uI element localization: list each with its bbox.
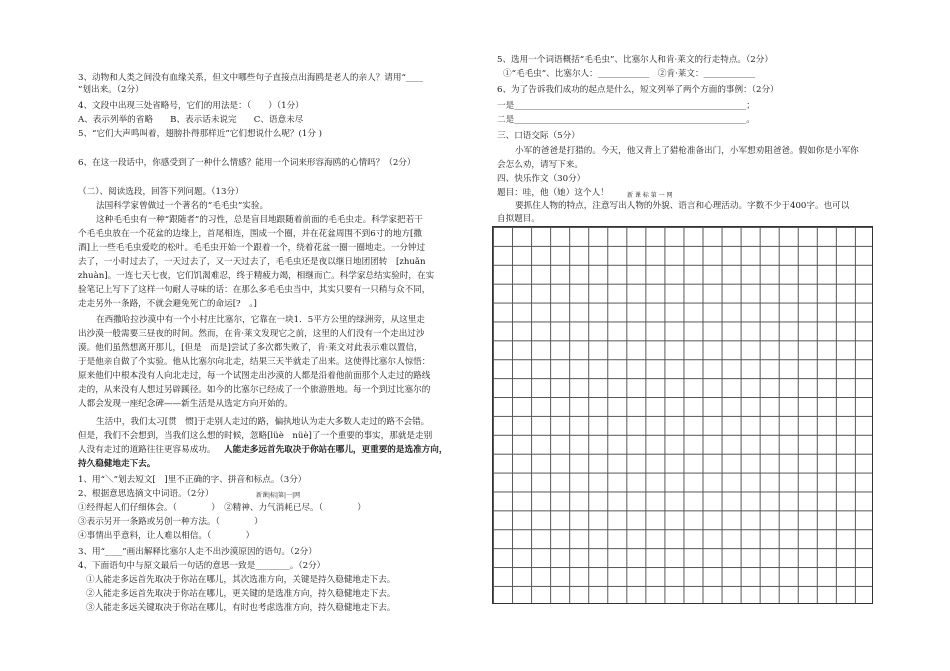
question-6: 6、在这一段话中，你感受到了一种什么情感？能用一个词来形容海鸥的心情吗？（2分） bbox=[78, 158, 416, 168]
sub-question-2: 2、根据意思选摘文中词语。（2分） bbox=[78, 489, 214, 499]
option-3: ③人能走多远关键取决于你站在哪儿，有时也考虑选准方向，持久稳健地走下去。 bbox=[86, 603, 396, 613]
passage-bold-line: 人能走多远首先取决于你站在哪儿，更重要的是选准方向， bbox=[224, 445, 448, 455]
composition-instruction: 要抓住人物的特点，注意写出人物的外貌、语言和心理活动。字数不少于400字。也可以 bbox=[515, 201, 850, 211]
composition-topic: 题目：哇，他（她）这个人！ bbox=[497, 188, 609, 198]
question-5: 5、“它们大声鸣叫着，翅膀扑得那样近”它们想说什么呢？(1分 ) bbox=[78, 129, 323, 139]
question-r5: 5、选用一个词语概括“毛毛虫”、比塞尔人和肯·莱文的行走特点。（2分） bbox=[497, 55, 773, 65]
question-4: 4、文段中出现三处省略号，它们的用法是：（ ）（1分） bbox=[78, 101, 304, 111]
watermark-tag: 新 课 标 第 一 网 bbox=[627, 192, 673, 199]
option-2: ②人能走多远首先取决于你站在哪儿，更关键的是选准方向，持久稳健地走下去。 bbox=[86, 589, 396, 599]
sub-question-2b: ③表示另开一条路或另创一种方法。（ ） bbox=[78, 517, 263, 527]
passage-line: 去了，一小时过去了，一天过去了，又一天过去了，毛毛虫还是夜以继日地团团转 [zhuǎn bbox=[78, 257, 426, 267]
passage-line: 但是，我们不会想到，当我们这么想的时候，忽略[lüè nüè]了一个重要的事实，那就是走别 bbox=[78, 431, 433, 441]
question-4-options: A、表示列举的省略 B、表示话未说完 C、语意未尽 bbox=[78, 115, 304, 125]
option-1: ①人能走多远首先取决于你站在哪儿，其次选准方向，关键是持久稳健地走下去。 bbox=[86, 575, 396, 585]
passage-line: 在西撒哈拉沙漠中有一个小村庄比塞尔，它靠在一块1．5平方公里的绿洲旁，从这里走 bbox=[96, 315, 425, 325]
passage-line: zhuàn]。一连七天七夜，它们饥渴难忍，终于精疲力竭，相继而亡。科学家总结实验时，在实 bbox=[78, 271, 435, 281]
passage-line: 法国科学家曾做过一个著名的“毛毛虫”实验。 bbox=[96, 201, 269, 211]
passage-line: 生活中，我们太习[贯 惯]于走别人走过的路，偏执地认为走大多数人走过的路不会错。 bbox=[96, 417, 430, 427]
passage-line: 于是他亲自做了个实验。他从比塞尔向北走，结果三天半就走了出来。这使得比塞尔人惊悟： bbox=[78, 357, 431, 367]
passage-line: 酒]上一些毛毛虫爱吃的松叶。毛毛虫开始一个跟着一个，绕着花盆一圈一圈地走。一分钟过 bbox=[78, 243, 426, 253]
passage-line: 漠。他们虽然想离开那儿，[但是 而是]尝试了多次都失败了，肯·莱文对此表示难以置信， bbox=[78, 343, 423, 353]
question-r6: 6、为了告诉我们成功的起点是什么，短文列举了两个方面的事例：（2分） bbox=[497, 85, 779, 95]
passage-line: 验笔记上写下了这样一句耐人寻味的话：在那么多毛毛虫当中，其实只要有一只稍与众不同， bbox=[78, 285, 431, 295]
writing-grid[interactable] bbox=[492, 226, 873, 604]
oral-text: 会怎么劝，请写下来。 bbox=[497, 160, 583, 170]
passage-line: 出沙漠一般需要三昼夜的时间。然而，在肯·莱文发现它之前，这里的人们没有一个走出过沙 bbox=[78, 329, 425, 339]
passage-line: 个毛毛虫放在一个花盆的边缘上，首尾相连，围成一个圈，并在花盆周围不到6寸的地方[撒 bbox=[78, 229, 422, 239]
question-3-cont: ”划出来。（2分） bbox=[78, 85, 144, 95]
passage-bold-line: 持久稳健地走下去。 bbox=[78, 459, 156, 469]
passage-line: 人都会发现一座纪念碑——新生活是从选定方向开始的。 bbox=[78, 399, 293, 409]
oral-text: 小军的爸爸是打猎的。今天，他又背上了猎枪准备出门，小军想劝阻爸爸。假如你是小军你 bbox=[515, 146, 859, 156]
sub-question-4: 4、下面语句中与原文最后一句话的意思一致是________。（2分） bbox=[78, 561, 326, 571]
passage-line: 人没有走过的道路往往更容易成功。 bbox=[78, 445, 216, 455]
passage-line: 走走另外一条路，不就会避免死亡的命运[? 。] bbox=[78, 299, 257, 309]
composition-heading: 四、快乐作文（30分） bbox=[497, 174, 586, 184]
passage-line: 走的，从来没有人想过另辟蹊径。如今的比塞尔已经成了一个旅游胜地。每一个到过比塞尔的 bbox=[78, 385, 431, 395]
passage-line: 这种毛毛虫有一种“跟随者”的习性，总是盲目地跟随着前面的毛毛虫走。科学家把若干 bbox=[96, 215, 423, 225]
sub-question-3: 3、用“____”画出解释比塞尔人走不出沙漠原因的语句。（2分） bbox=[78, 547, 317, 557]
question-3: 3、动物和人类之间没有血缘关系，但文中哪些句子直接点出海鸥是老人的亲人？请用“____ bbox=[78, 73, 424, 83]
answer-line-2: 二是______________________________________________________。 bbox=[497, 115, 755, 125]
sub-question-1: 1、用“＼”划去短文[ ]里不正确的字、拼音和标点。（3分） bbox=[78, 475, 307, 485]
oral-heading: 三、口语交际（5分） bbox=[497, 131, 580, 141]
sub-question-2a: ①经得起人们仔细体会。（ ） ②精神、力气消耗已尽。（ ） bbox=[78, 503, 366, 513]
composition-instruction: 自拟题目。 bbox=[497, 214, 540, 224]
passage-line: 原来他们中根本没有人向北走过，每一个试图走出沙漠的人都是沿着他前面那个人走过的路线 bbox=[78, 371, 431, 381]
watermark-tag: 新课|标|第|一|网 bbox=[256, 492, 301, 499]
question-r5-answer: ①“毛毛虫”、比塞尔人：____________ ②肯·莱文：____________ bbox=[503, 69, 756, 79]
sub-question-2c: ④事情出乎意料，让人难以相信。（ ） bbox=[78, 531, 255, 541]
answer-line-1: 一是______________________________________________________； bbox=[497, 101, 755, 111]
section-2-heading: （二）、阅读选段，回答下列问题。（13分） bbox=[78, 187, 244, 197]
